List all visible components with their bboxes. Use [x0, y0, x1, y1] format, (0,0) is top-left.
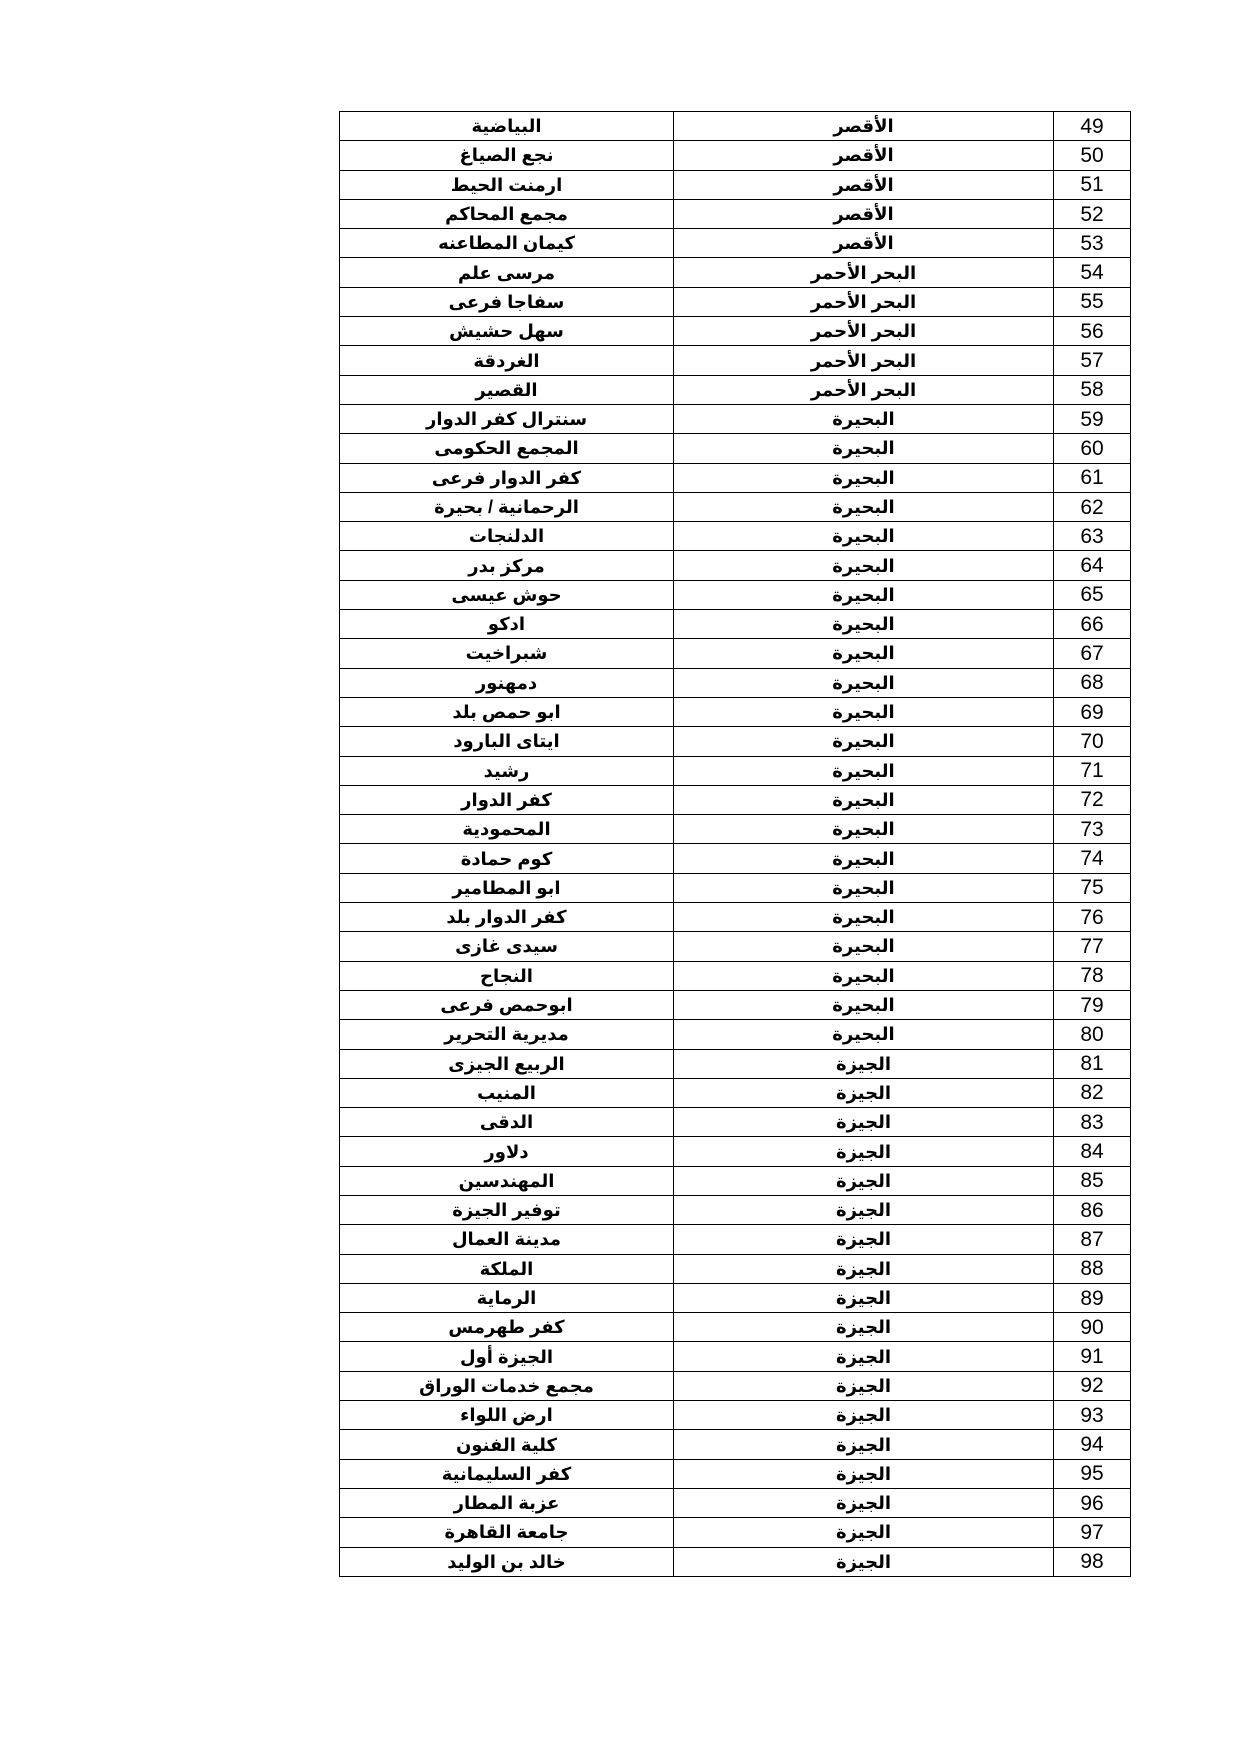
office-cell: ارمنت الحيط: [340, 170, 674, 199]
office-cell: ارض اللواء: [340, 1401, 674, 1430]
row-number-cell: 65: [1054, 580, 1131, 609]
table-row: [340, 610, 1131, 639]
table-row: [340, 1401, 1131, 1430]
governorate-cell: الجيزة: [674, 1108, 1054, 1137]
row-number-cell: 62: [1054, 492, 1131, 521]
governorate-cell: الجيزة: [674, 1313, 1054, 1342]
table-row: [340, 170, 1131, 199]
table-row: [340, 697, 1131, 726]
row-number-cell: 97: [1054, 1518, 1131, 1547]
table-row: [340, 580, 1131, 609]
governorate-cell: البحيرة: [674, 492, 1054, 521]
row-number-cell: 90: [1054, 1313, 1131, 1342]
governorate-cell: الأقصر: [674, 141, 1054, 170]
row-number-cell: 88: [1054, 1254, 1131, 1283]
governorate-cell: البحيرة: [674, 668, 1054, 697]
row-number-cell: 66: [1054, 610, 1131, 639]
row-number-cell: 55: [1054, 287, 1131, 316]
governorate-cell: الأقصر: [674, 199, 1054, 228]
row-number-cell: 69: [1054, 697, 1131, 726]
row-number-cell: 83: [1054, 1108, 1131, 1137]
table-row: [340, 522, 1131, 551]
table-row: [340, 844, 1131, 873]
office-cell: توفير الجيزة: [340, 1195, 674, 1224]
row-number-cell: 86: [1054, 1195, 1131, 1224]
office-cell: الدلنجات: [340, 522, 674, 551]
table-row: [340, 317, 1131, 346]
office-cell: مجمع خدمات الوراق: [340, 1371, 674, 1400]
row-number-cell: 81: [1054, 1049, 1131, 1078]
office-cell: المحمودية: [340, 815, 674, 844]
office-cell: رشيد: [340, 756, 674, 785]
governorate-cell: الجيزة: [674, 1401, 1054, 1430]
table-row: [340, 229, 1131, 258]
table-row: [340, 258, 1131, 287]
table-row: [340, 639, 1131, 668]
office-cell: حوش عيسى: [340, 580, 674, 609]
table-row: [340, 1371, 1131, 1400]
row-number-cell: 71: [1054, 756, 1131, 785]
table-row: [340, 1166, 1131, 1195]
row-number-cell: 64: [1054, 551, 1131, 580]
office-cell: القصير: [340, 375, 674, 404]
governorate-cell: الأقصر: [674, 229, 1054, 258]
governorate-cell: الجيزة: [674, 1488, 1054, 1517]
governorate-cell: الجيزة: [674, 1283, 1054, 1312]
table-row: [340, 873, 1131, 902]
row-number-cell: 63: [1054, 522, 1131, 551]
table-row: [340, 1020, 1131, 1049]
row-number-cell: 74: [1054, 844, 1131, 873]
table-row: [340, 492, 1131, 521]
governorate-cell: الجيزة: [674, 1518, 1054, 1547]
office-cell: مديرية التحرير: [340, 1020, 674, 1049]
table-row: [340, 434, 1131, 463]
table-row: [340, 1547, 1131, 1576]
row-number-cell: 56: [1054, 317, 1131, 346]
office-cell: الجيزة أول: [340, 1342, 674, 1371]
governorate-cell: البحر الأحمر: [674, 375, 1054, 404]
row-number-cell: 82: [1054, 1078, 1131, 1107]
office-cell: الرحمانية / بحيرة: [340, 492, 674, 521]
table-row: [340, 1049, 1131, 1078]
table-row: [340, 463, 1131, 492]
table-row: [340, 1078, 1131, 1107]
office-cell: سهل حشيش: [340, 317, 674, 346]
table-row: [340, 1225, 1131, 1254]
office-cell: الغردقة: [340, 346, 674, 375]
office-cell: مرسى علم: [340, 258, 674, 287]
office-cell: سنترال كفر الدوار: [340, 404, 674, 433]
row-number-cell: 94: [1054, 1430, 1131, 1459]
governorate-cell: البحيرة: [674, 844, 1054, 873]
office-cell: كيمان المطاعنه: [340, 229, 674, 258]
governorate-cell: الجيزة: [674, 1371, 1054, 1400]
table-row: [340, 1342, 1131, 1371]
row-number-cell: 87: [1054, 1225, 1131, 1254]
governorate-cell: الجيزة: [674, 1547, 1054, 1576]
table-row: [340, 990, 1131, 1019]
office-cell: نجع الصياغ: [340, 141, 674, 170]
governorate-cell: الجيزة: [674, 1254, 1054, 1283]
office-cell: كفر طهرمس: [340, 1313, 674, 1342]
row-number-cell: 80: [1054, 1020, 1131, 1049]
governorate-cell: البحيرة: [674, 990, 1054, 1019]
row-number-cell: 79: [1054, 990, 1131, 1019]
table-row: [340, 404, 1131, 433]
table-row: [340, 199, 1131, 228]
row-number-cell: 77: [1054, 932, 1131, 961]
governorate-cell: البحيرة: [674, 961, 1054, 990]
table-row: [340, 1459, 1131, 1488]
row-number-cell: 91: [1054, 1342, 1131, 1371]
office-cell: شبراخيت: [340, 639, 674, 668]
table-row: [340, 961, 1131, 990]
office-cell: الدقى: [340, 1108, 674, 1137]
office-cell: سفاجا فرعى: [340, 287, 674, 316]
governorate-cell: الجيزة: [674, 1166, 1054, 1195]
office-cell: المهندسين: [340, 1166, 674, 1195]
governorate-cell: الجيزة: [674, 1078, 1054, 1107]
governorate-cell: البحر الأحمر: [674, 317, 1054, 346]
row-number-cell: 92: [1054, 1371, 1131, 1400]
office-cell: ايتاى البارود: [340, 727, 674, 756]
office-cell: كفر السليمانية: [340, 1459, 674, 1488]
row-number-cell: 96: [1054, 1488, 1131, 1517]
row-number-cell: 59: [1054, 404, 1131, 433]
row-number-cell: 61: [1054, 463, 1131, 492]
table-row: [340, 1195, 1131, 1224]
governorate-cell: البحر الأحمر: [674, 287, 1054, 316]
governorate-cell: البحيرة: [674, 1020, 1054, 1049]
row-number-cell: 58: [1054, 375, 1131, 404]
table-row: [340, 756, 1131, 785]
row-number-cell: 54: [1054, 258, 1131, 287]
office-cell: سيدى غازى: [340, 932, 674, 961]
governorate-cell: البحيرة: [674, 434, 1054, 463]
row-number-cell: 75: [1054, 873, 1131, 902]
table-row: [340, 815, 1131, 844]
office-cell: عزبة المطار: [340, 1488, 674, 1517]
governorate-cell: البحيرة: [674, 404, 1054, 433]
row-number-cell: 95: [1054, 1459, 1131, 1488]
row-number-cell: 89: [1054, 1283, 1131, 1312]
governorate-cell: الجيزة: [674, 1049, 1054, 1078]
table-row: [340, 785, 1131, 814]
governorate-cell: البحيرة: [674, 610, 1054, 639]
office-cell: كلية الفنون: [340, 1430, 674, 1459]
table-row: [340, 141, 1131, 170]
office-cell: كفر الدوار فرعى: [340, 463, 674, 492]
governorate-cell: البحيرة: [674, 463, 1054, 492]
table-row: [340, 1488, 1131, 1517]
row-number-cell: 98: [1054, 1547, 1131, 1576]
governorate-cell: الجيزة: [674, 1342, 1054, 1371]
table-row: [340, 668, 1131, 697]
governorate-cell: البحيرة: [674, 815, 1054, 844]
table-row: [340, 1108, 1131, 1137]
office-cell: دلاور: [340, 1137, 674, 1166]
office-cell: جامعة القاهرة: [340, 1518, 674, 1547]
office-cell: النجاح: [340, 961, 674, 990]
table-row: [340, 1137, 1131, 1166]
table-row: [340, 1283, 1131, 1312]
governorate-cell: البحيرة: [674, 697, 1054, 726]
office-cell: دمهنور: [340, 668, 674, 697]
table-row: [340, 551, 1131, 580]
governorate-cell: البحيرة: [674, 522, 1054, 551]
row-number-cell: 50: [1054, 141, 1131, 170]
governorate-cell: البحر الأحمر: [674, 346, 1054, 375]
table-row: [340, 932, 1131, 961]
row-number-cell: 49: [1054, 112, 1131, 141]
row-number-cell: 68: [1054, 668, 1131, 697]
table-row: [340, 1313, 1131, 1342]
governorate-cell: الجيزة: [674, 1137, 1054, 1166]
governorate-cell: الأقصر: [674, 170, 1054, 199]
office-cell: كفر الدوار: [340, 785, 674, 814]
office-cell: خالد بن الوليد: [340, 1547, 674, 1576]
table-row: [340, 1254, 1131, 1283]
table-row: [340, 112, 1131, 141]
governorate-cell: البحيرة: [674, 551, 1054, 580]
governorate-cell: البحر الأحمر: [674, 258, 1054, 287]
row-number-cell: 84: [1054, 1137, 1131, 1166]
row-number-cell: 51: [1054, 170, 1131, 199]
row-number-cell: 78: [1054, 961, 1131, 990]
office-cell: ابو حمص بلد: [340, 697, 674, 726]
row-number-cell: 93: [1054, 1401, 1131, 1430]
row-number-cell: 52: [1054, 199, 1131, 228]
row-number-cell: 70: [1054, 727, 1131, 756]
office-cell: كفر الدوار بلد: [340, 903, 674, 932]
row-number-cell: 53: [1054, 229, 1131, 258]
table-row: [340, 375, 1131, 404]
office-cell: ابو المطامير: [340, 873, 674, 902]
offices-table-body: [340, 112, 1131, 1577]
governorate-cell: البحيرة: [674, 785, 1054, 814]
office-cell: كوم حمادة: [340, 844, 674, 873]
row-number-cell: 72: [1054, 785, 1131, 814]
office-cell: مدينة العمال: [340, 1225, 674, 1254]
table-row: [340, 903, 1131, 932]
row-number-cell: 85: [1054, 1166, 1131, 1195]
table-row: [340, 346, 1131, 375]
office-cell: ابوحمص فرعى: [340, 990, 674, 1019]
governorate-cell: البحيرة: [674, 756, 1054, 785]
governorate-cell: البحيرة: [674, 580, 1054, 609]
governorate-cell: الجيزة: [674, 1195, 1054, 1224]
table-row: [340, 287, 1131, 316]
governorate-cell: الجيزة: [674, 1430, 1054, 1459]
office-cell: الملكة: [340, 1254, 674, 1283]
governorate-cell: البحيرة: [674, 639, 1054, 668]
governorate-cell: البحيرة: [674, 932, 1054, 961]
office-cell: ادكو: [340, 610, 674, 639]
table-row: [340, 727, 1131, 756]
row-number-cell: 67: [1054, 639, 1131, 668]
table-row: [340, 1518, 1131, 1547]
row-number-cell: 60: [1054, 434, 1131, 463]
office-cell: البياضية: [340, 112, 674, 141]
office-cell: الرماية: [340, 1283, 674, 1312]
office-cell: مركز بدر: [340, 551, 674, 580]
table-row: [340, 1430, 1131, 1459]
office-cell: المنيب: [340, 1078, 674, 1107]
offices-table: [339, 111, 1131, 1577]
row-number-cell: 73: [1054, 815, 1131, 844]
row-number-cell: 76: [1054, 903, 1131, 932]
office-cell: المجمع الحكومى: [340, 434, 674, 463]
office-cell: مجمع المحاكم: [340, 199, 674, 228]
governorate-cell: البحيرة: [674, 903, 1054, 932]
governorate-cell: البحيرة: [674, 727, 1054, 756]
governorate-cell: الجيزة: [674, 1459, 1054, 1488]
row-number-cell: 57: [1054, 346, 1131, 375]
governorate-cell: البحيرة: [674, 873, 1054, 902]
office-cell: الربيع الجيزى: [340, 1049, 674, 1078]
governorate-cell: الأقصر: [674, 112, 1054, 141]
governorate-cell: الجيزة: [674, 1225, 1054, 1254]
